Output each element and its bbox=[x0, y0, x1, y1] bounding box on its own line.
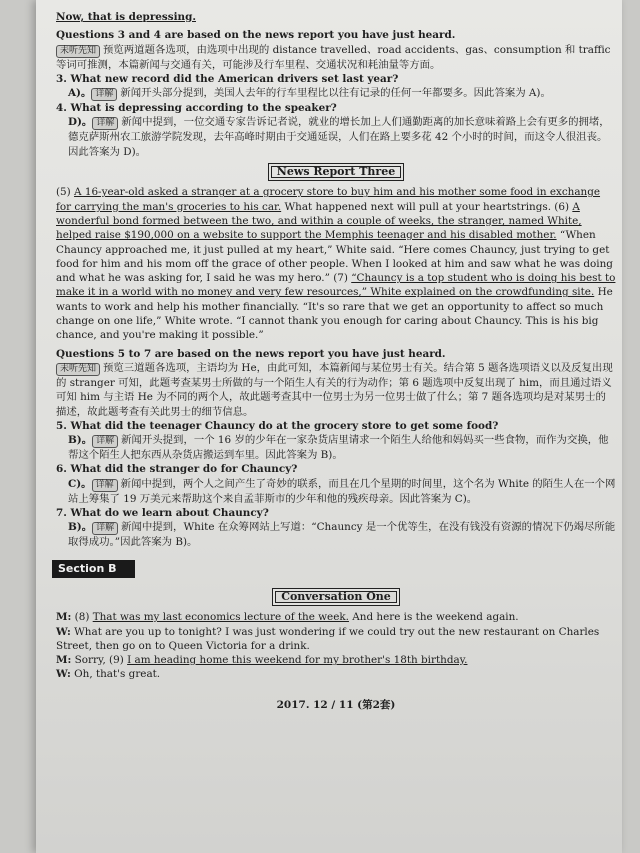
speaker-m: M: bbox=[56, 654, 72, 667]
q57-preview bbox=[56, 361, 616, 419]
speaker-m: M: bbox=[56, 611, 72, 624]
answer-6-letter: C)。 bbox=[68, 477, 92, 490]
preview-tag: 未听先知 bbox=[56, 363, 100, 376]
section-b-label: Section B bbox=[52, 560, 135, 578]
news-report-three-label: News Report Three bbox=[268, 163, 404, 181]
explain-tag: 详解 bbox=[92, 435, 118, 448]
dialogue-3-underline: I am heading home this weekend for my brother's 18th birthday. bbox=[127, 654, 468, 667]
answer-4-text: 新闻中提到，一位交通专家告诉记者说，就业的增长加上人们通勤距离的加长意味着路上会有更多的拥堵，德克萨斯州农工旅游学院发现，去年高峰时期由于交通延误，人们在路上要多花 42 个小时的时间，而这令人很沮丧。因此答案为 D)。 bbox=[68, 116, 610, 158]
explain-tag: 详解 bbox=[92, 479, 118, 492]
question-4: 4. What is depressing according to the speaker? bbox=[56, 102, 337, 115]
report-text-2: What happened next will pull at your heartstrings. (6) bbox=[281, 200, 573, 213]
page-footer: 2017. 12 / 11 (第2套) bbox=[276, 698, 396, 711]
preview-tag: 未听先知 bbox=[56, 45, 100, 58]
answer-7 bbox=[56, 520, 616, 549]
answer-7-letter: B)。 bbox=[68, 521, 93, 534]
dialogue-line-3 bbox=[56, 653, 616, 667]
dialogue-4-text: Oh, that's great. bbox=[74, 668, 161, 681]
answer-4 bbox=[56, 115, 616, 159]
q57-preview-text: 预览三道题各选项，主语均为 He，由此可知，本篇新闻与某位男士有关。结合第 5 题各选项语义以及反复出现的 stranger 可知，此题考查某男士所做的与一个陌生人有关的行为动作；第 6 题选项中反复出现了 him，而且通过语义可知 him 与主语 He 为不同的两个人，故此题考查其中一位男士为另一位男士做了什么；第 7 题各选项均是对某男士的描述，故此题考查有关此男士的细节信息。 bbox=[56, 361, 613, 418]
question-5: 5. What did the teenager Chauncy do at the grocery store to get some food? bbox=[56, 419, 499, 432]
dialogue-line-2 bbox=[56, 625, 616, 654]
answer-5 bbox=[56, 433, 616, 462]
dialogue-3-pre: Sorry, (9) bbox=[74, 654, 128, 667]
report-text-4: He wants to work and help his mother financially. “It's so rare that we get an opportunity to affect so much change on one life,” White wrote. “I cannot thank you enough for caring about Chauncy. This is his big chance, and you're making it possible.” bbox=[56, 286, 613, 342]
answer-3-letter: A)。 bbox=[68, 87, 92, 100]
conversation-one-label: Conversation One bbox=[272, 588, 400, 606]
speaker-w: W: bbox=[56, 625, 71, 638]
top-line bbox=[56, 10, 616, 24]
report-underline-3: “Chauncy is a top student who is doing his best to make it in a world with no money and very few resources,” White explained on the crowdfunding site. bbox=[56, 272, 616, 299]
answer-6 bbox=[56, 477, 616, 506]
answer-7-text: 新闻中提到，White 在众筹网站上写道：“Chauncy 是一个优等生，在没有钱没有资源的情况下仍竭尽所能取得成功。”因此答案为 B)。 bbox=[68, 521, 616, 549]
explain-tag: 详解 bbox=[92, 117, 118, 130]
answer-4-letter: D)。 bbox=[68, 116, 93, 129]
answer-3-text: 新闻开头部分提到，美国人去年的行车里程比以往有记录的任何一年都要多。因此答案为 A)。 bbox=[120, 87, 551, 100]
explain-tag: 详解 bbox=[91, 88, 117, 101]
dialogue-2-text: What are you up to tonight? I was just wondering if we could try out the new restaurant on Charles Street, then go on to Queen Victoria for a drink. bbox=[56, 625, 600, 652]
dialogue-line-1 bbox=[56, 610, 616, 624]
explain-tag: 详解 bbox=[92, 522, 118, 535]
conversation-one-title bbox=[56, 588, 616, 606]
q57-header: Questions 5 to 7 are based on the news report you have just heard. bbox=[56, 347, 446, 360]
answer-6-text: 新闻中提到，两个人之间产生了奇妙的联系，而且在几个星期的时间里，这个名为 White 的陌生人在一个网站上筹集了 19 万美元来帮助这个来自孟菲斯市的少年和他的残疾母亲。因此答案为 C)。 bbox=[68, 477, 616, 505]
question-6: 6. What did the stranger do for Chauncy? bbox=[56, 463, 298, 476]
report-text-3: “When Chauncy approached me, it just pulled at my heart,” White said. “Here comes Chauncy, just trying to get food for him and his mom off the grace of other people. When I looked at him and saw what he was doing and what he was asking for, I said he was my hero.” (7) bbox=[56, 229, 613, 285]
news-report-three-body bbox=[56, 185, 616, 342]
answer-3 bbox=[56, 86, 616, 101]
q34-header: Questions 3 and 4 are based on the news report you have just heard. bbox=[56, 29, 456, 42]
dialogue-1-pre: (8) bbox=[74, 611, 93, 624]
question-7: 7. What do we learn about Chauncy? bbox=[56, 507, 269, 520]
dialogue-line-4 bbox=[56, 667, 616, 681]
speaker-w: W: bbox=[56, 668, 71, 681]
q34-preview bbox=[56, 43, 616, 72]
news-report-three-title bbox=[56, 163, 616, 181]
dialogue-1-post: And here is the weekend again. bbox=[348, 611, 519, 624]
answer-5-text: 新闻开头提到，一个 16 岁的少年在一家杂货店里请求一个陌生人给他和妈妈买一些食物，而作为交换，他帮这个陌生人把东西从杂货店搬运到车里。因此答案为 B)。 bbox=[68, 434, 609, 462]
top-line-text: Now, that is depressing. bbox=[56, 11, 196, 23]
q34-preview-text: 预览两道题各选项，由选项中出现的 distance travelled、road accidents、gas、consumption 和 traffic 等词可推测，本篇新闻与交通有关，可能涉及行车里程、交通状况和耗油量等方面。 bbox=[56, 43, 611, 71]
report-underline-1: A 16-year-old asked a stranger at a grocery store to buy him and his mother some food in exchange for carrying the man's groceries to his car. bbox=[56, 186, 601, 213]
dialogue-1-underline: That was my last economics lecture of the week. bbox=[92, 611, 349, 624]
page-content bbox=[56, 10, 616, 712]
question-3: 3. What new record did the American drivers set last year? bbox=[56, 72, 399, 85]
report-underline-2: A wonderful bond formed between the two, and within a couple of weeks, the stranger, named White, helped raise $190,000 on a website to support the Memphis teenager and his disabled mother. bbox=[56, 200, 582, 242]
report-text-1: (5) bbox=[56, 186, 75, 199]
answer-5-letter: B)。 bbox=[68, 434, 93, 447]
